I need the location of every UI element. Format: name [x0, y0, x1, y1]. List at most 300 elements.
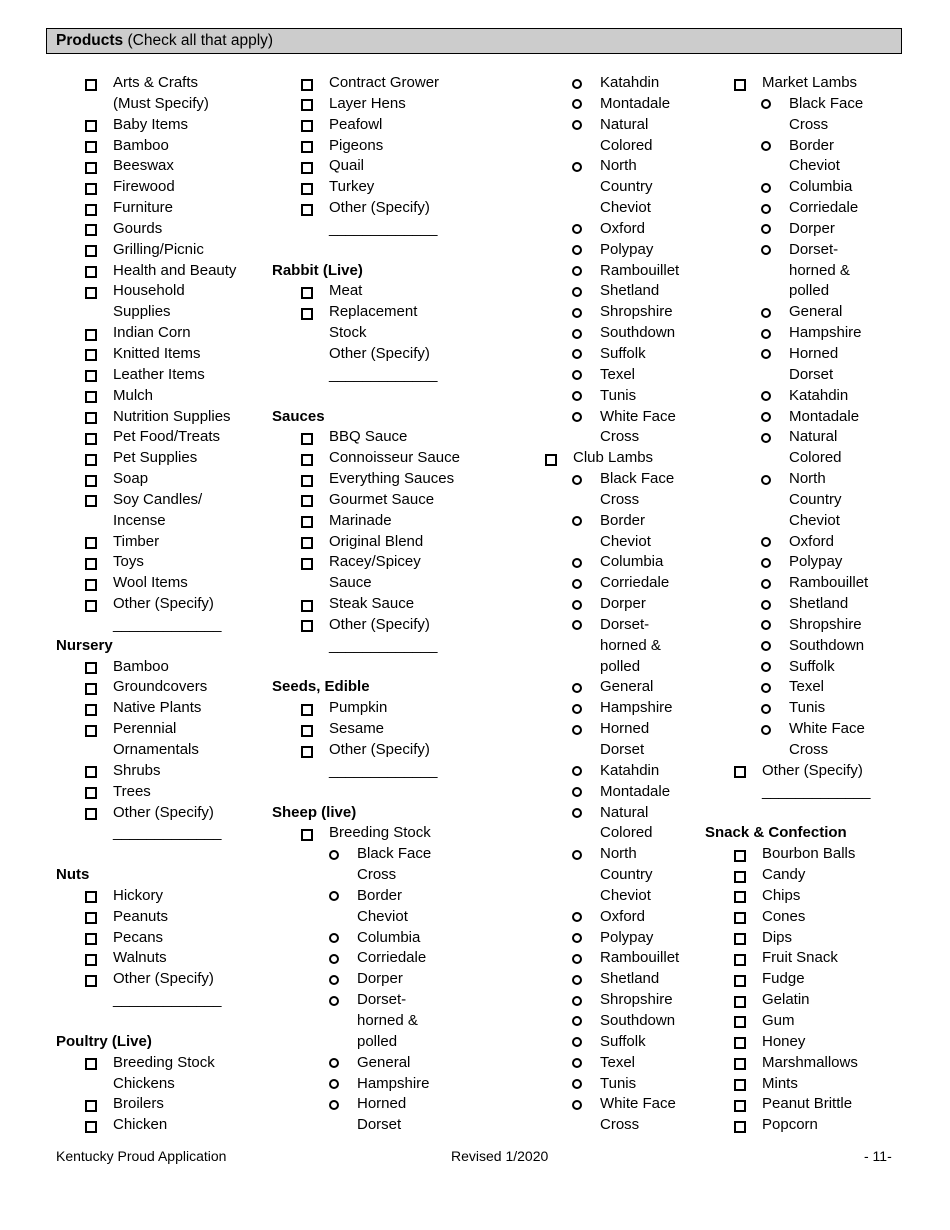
- checkbox-icon[interactable]: [301, 516, 313, 528]
- option-continuation: [705, 448, 847, 469]
- checkbox-option[interactable]: [56, 1053, 215, 1074]
- checkbox-option[interactable]: [56, 1115, 168, 1136]
- option-label: Cross: [357, 866, 397, 884]
- radio-icon[interactable]: [572, 349, 582, 359]
- radio-icon[interactable]: [572, 725, 582, 735]
- radio-icon[interactable]: [761, 537, 771, 547]
- checkbox-option[interactable]: [272, 136, 384, 157]
- option-label: Shrubs: [113, 761, 161, 779]
- radio-icon[interactable]: [761, 662, 771, 672]
- checkbox-icon[interactable]: [85, 412, 97, 424]
- checkbox-option[interactable]: [56, 782, 152, 803]
- checkbox-option[interactable]: [272, 698, 388, 719]
- checkbox-option[interactable]: [272, 302, 418, 323]
- option-label: Border: [600, 511, 646, 529]
- radio-icon[interactable]: [761, 579, 771, 589]
- checkbox-icon[interactable]: [85, 683, 97, 695]
- radio-icon[interactable]: [329, 850, 339, 860]
- checkbox-option[interactable]: [272, 511, 392, 532]
- checkbox-option[interactable]: [56, 657, 169, 678]
- radio-icon[interactable]: [761, 704, 771, 714]
- checkbox-option[interactable]: [56, 552, 152, 573]
- checkbox-option[interactable]: [705, 990, 847, 1011]
- checkbox-option[interactable]: [272, 490, 435, 511]
- radio-icon[interactable]: [572, 766, 582, 776]
- checkbox-option[interactable]: [56, 928, 164, 949]
- radio-icon[interactable]: [761, 641, 771, 651]
- radio-icon[interactable]: [572, 120, 582, 130]
- checkbox-icon[interactable]: [85, 391, 97, 403]
- radio-option[interactable]: [272, 844, 432, 865]
- option-label: Other (Specify): [329, 615, 430, 633]
- checkbox-option[interactable]: [272, 469, 455, 490]
- radio-icon[interactable]: [761, 183, 771, 193]
- checkbox-icon[interactable]: [85, 1058, 97, 1070]
- radio-icon[interactable]: [329, 975, 339, 985]
- checkbox-icon[interactable]: [301, 99, 313, 111]
- checkbox-option[interactable]: [56, 219, 163, 240]
- radio-icon[interactable]: [761, 329, 771, 339]
- checkbox-icon[interactable]: [85, 787, 97, 799]
- radio-option[interactable]: [705, 94, 864, 115]
- checkbox-icon[interactable]: [734, 850, 746, 862]
- checkbox-option[interactable]: [705, 1053, 858, 1074]
- checkbox-option[interactable]: [56, 427, 220, 448]
- option-label: Pumpkin: [329, 699, 388, 717]
- checkbox-option[interactable]: [56, 948, 167, 969]
- checkbox-icon[interactable]: [85, 349, 97, 361]
- radio-icon[interactable]: [572, 308, 582, 318]
- checkbox-icon[interactable]: [301, 829, 313, 841]
- radio-icon[interactable]: [572, 1016, 582, 1026]
- radio-option[interactable]: [705, 469, 847, 490]
- radio-icon[interactable]: [572, 516, 582, 526]
- radio-option[interactable]: [705, 407, 860, 428]
- radio-icon[interactable]: [572, 266, 582, 276]
- checkbox-icon[interactable]: [301, 308, 313, 320]
- checkbox-icon[interactable]: [85, 204, 97, 216]
- option-continuation: [56, 823, 222, 844]
- radio-icon[interactable]: [761, 600, 771, 610]
- checkbox-icon[interactable]: [301, 120, 313, 132]
- checkbox-option[interactable]: [705, 865, 847, 886]
- checkbox-option[interactable]: [272, 448, 460, 469]
- radio-option[interactable]: [705, 427, 847, 448]
- radio-option[interactable]: [272, 990, 407, 1011]
- option-label: Dorper: [357, 970, 403, 988]
- checkbox-option[interactable]: [705, 1094, 853, 1115]
- radio-icon[interactable]: [572, 579, 582, 589]
- checkbox-option[interactable]: [56, 886, 164, 907]
- checkbox-icon[interactable]: [85, 183, 97, 195]
- radio-option[interactable]: [705, 386, 847, 407]
- checkbox-icon[interactable]: [85, 162, 97, 174]
- radio-icon[interactable]: [761, 475, 771, 485]
- checkbox-icon[interactable]: [734, 79, 746, 91]
- checkbox-option[interactable]: [56, 573, 188, 594]
- radio-icon[interactable]: [329, 891, 339, 901]
- radio-option[interactable]: [705, 615, 862, 636]
- checkbox-icon[interactable]: [85, 975, 97, 987]
- option-label: General: [789, 303, 843, 321]
- checkbox-option[interactable]: [272, 281, 370, 302]
- checkbox-option[interactable]: [56, 344, 201, 365]
- radio-icon[interactable]: [761, 99, 771, 109]
- radio-option[interactable]: [705, 594, 847, 615]
- radio-option[interactable]: [272, 948, 427, 969]
- checkbox-option[interactable]: [272, 156, 370, 177]
- checkbox-icon[interactable]: [734, 996, 746, 1008]
- checkbox-option[interactable]: [272, 552, 421, 573]
- radio-icon[interactable]: [572, 933, 582, 943]
- checkbox-option[interactable]: [56, 490, 203, 511]
- checkbox-option[interactable]: [272, 73, 440, 94]
- radio-icon[interactable]: [572, 162, 582, 172]
- radio-icon[interactable]: [572, 1037, 582, 1047]
- radio-icon[interactable]: [572, 704, 582, 714]
- option-label: North: [789, 470, 826, 488]
- checkbox-icon[interactable]: [85, 558, 97, 570]
- checkbox-option[interactable]: [272, 198, 430, 219]
- option-label: Suffolk: [600, 1032, 646, 1050]
- radio-option[interactable]: [705, 552, 847, 573]
- checkbox-option[interactable]: [272, 532, 424, 553]
- checkbox-option[interactable]: [705, 761, 863, 782]
- radio-icon[interactable]: [761, 224, 771, 234]
- radio-icon[interactable]: [572, 245, 582, 255]
- checkbox-option[interactable]: [56, 907, 169, 928]
- checkbox-option[interactable]: [56, 532, 160, 553]
- radio-icon[interactable]: [572, 975, 582, 985]
- checkbox-icon[interactable]: [85, 287, 97, 299]
- checkbox-option[interactable]: [705, 1115, 847, 1136]
- checkbox-icon[interactable]: [301, 287, 313, 299]
- radio-option[interactable]: [705, 636, 865, 657]
- checkbox-icon[interactable]: [85, 141, 97, 153]
- checkbox-icon[interactable]: [734, 1058, 746, 1070]
- checkbox-icon[interactable]: [85, 433, 97, 445]
- checkbox-option[interactable]: [56, 177, 175, 198]
- checkbox-icon[interactable]: [301, 558, 313, 570]
- checkbox-icon[interactable]: [301, 433, 313, 445]
- checkbox-icon[interactable]: [301, 620, 313, 632]
- option-label: Colored: [600, 824, 653, 842]
- checkbox-icon[interactable]: [734, 891, 746, 903]
- radio-option[interactable]: [705, 657, 847, 678]
- checkbox-icon[interactable]: [301, 746, 313, 758]
- option-label: Texel: [789, 678, 825, 696]
- checkbox-icon[interactable]: [734, 975, 746, 987]
- radio-icon[interactable]: [761, 245, 771, 255]
- option-continuation: [705, 115, 847, 136]
- checkbox-option[interactable]: [272, 740, 430, 761]
- checkbox-option[interactable]: [272, 594, 415, 615]
- checkbox-icon[interactable]: [85, 579, 97, 591]
- option-label: Market Lambs: [762, 74, 858, 91]
- option-label: Country: [600, 178, 653, 196]
- radio-icon[interactable]: [761, 620, 771, 630]
- checkbox-icon[interactable]: [301, 704, 313, 716]
- option-label: North: [600, 157, 637, 175]
- radio-icon[interactable]: [572, 99, 582, 109]
- checkbox-option[interactable]: [272, 719, 385, 740]
- checkbox-icon[interactable]: [301, 204, 313, 216]
- option-label: Dips: [762, 928, 793, 946]
- checkbox-icon[interactable]: [85, 954, 97, 966]
- radio-option[interactable]: [272, 886, 403, 907]
- radio-option[interactable]: [705, 240, 847, 261]
- option-label: Rambouillet: [600, 261, 680, 279]
- checkbox-option[interactable]: [705, 1011, 847, 1032]
- checkbox-icon[interactable]: [85, 120, 97, 132]
- radio-icon[interactable]: [761, 683, 771, 693]
- radio-icon[interactable]: [761, 433, 771, 443]
- radio-icon[interactable]: [572, 600, 582, 610]
- option-label: Bamboo: [113, 136, 169, 154]
- checkbox-option[interactable]: [272, 177, 375, 198]
- checkbox-icon[interactable]: [301, 141, 313, 153]
- checkbox-option[interactable]: [56, 386, 152, 407]
- radio-icon[interactable]: [329, 954, 339, 964]
- checkbox-icon[interactable]: [85, 79, 97, 91]
- radio-icon[interactable]: [572, 683, 582, 693]
- checkbox-icon[interactable]: [734, 954, 746, 966]
- checkbox-option[interactable]: [56, 719, 177, 740]
- radio-icon[interactable]: [572, 558, 582, 568]
- radio-option[interactable]: [705, 219, 847, 240]
- radio-option[interactable]: [705, 532, 847, 553]
- checkbox-icon[interactable]: [85, 704, 97, 716]
- option-continuation: [56, 740, 199, 761]
- option-label: Replacement: [329, 303, 418, 321]
- checkbox-icon[interactable]: [85, 245, 97, 257]
- checkbox-icon[interactable]: [734, 912, 746, 924]
- checkbox-option[interactable]: [705, 844, 856, 865]
- checkbox-icon[interactable]: [85, 537, 97, 549]
- radio-icon[interactable]: [572, 391, 582, 401]
- checkbox-option[interactable]: [56, 969, 214, 990]
- radio-icon[interactable]: [572, 475, 582, 485]
- checkbox-option[interactable]: [56, 407, 231, 428]
- radio-icon[interactable]: [329, 933, 339, 943]
- checkbox-option[interactable]: [56, 469, 152, 490]
- option-label: Cheviot: [789, 157, 840, 175]
- option-label: Cones: [762, 907, 806, 925]
- option-label: Gum: [762, 1011, 795, 1029]
- checkbox-option[interactable]: [56, 365, 205, 386]
- radio-icon[interactable]: [572, 1058, 582, 1068]
- checkbox-icon[interactable]: [85, 329, 97, 341]
- radio-icon[interactable]: [329, 996, 339, 1006]
- radio-option[interactable]: [705, 177, 853, 198]
- radio-option[interactable]: [272, 928, 421, 949]
- checkbox-option[interactable]: [56, 761, 161, 782]
- checkbox-icon[interactable]: [301, 454, 313, 466]
- radio-option[interactable]: [705, 136, 847, 157]
- checkbox-option[interactable]: [56, 594, 214, 615]
- radio-icon[interactable]: [761, 308, 771, 318]
- checkbox-icon[interactable]: [85, 808, 97, 820]
- checkbox-icon[interactable]: [85, 1100, 97, 1112]
- radio-icon[interactable]: [761, 204, 771, 214]
- checkbox-icon[interactable]: [85, 454, 97, 466]
- checkbox-icon[interactable]: [545, 454, 557, 466]
- checkbox-icon[interactable]: [301, 600, 313, 612]
- option-label: Polypay: [600, 928, 654, 946]
- checkbox-option[interactable]: [272, 94, 406, 115]
- radio-icon[interactable]: [572, 912, 582, 922]
- checkbox-icon[interactable]: [85, 495, 97, 507]
- checkbox-option[interactable]: [56, 261, 237, 282]
- radio-icon[interactable]: [761, 349, 771, 359]
- checkbox-option[interactable]: [705, 1074, 847, 1095]
- option-label: Black Face: [600, 470, 675, 488]
- checkbox-icon[interactable]: [85, 266, 97, 278]
- option-continuation: [272, 1011, 418, 1032]
- radio-option[interactable]: [272, 1053, 411, 1074]
- radio-icon[interactable]: [572, 808, 582, 818]
- radio-icon[interactable]: [572, 329, 582, 339]
- radio-option[interactable]: [705, 677, 847, 698]
- radio-option[interactable]: [705, 302, 847, 323]
- checkbox-icon[interactable]: [734, 1100, 746, 1112]
- checkbox-icon[interactable]: [301, 475, 313, 487]
- radio-option[interactable]: [705, 573, 869, 594]
- checkbox-icon[interactable]: [85, 475, 97, 487]
- checkbox-option[interactable]: [272, 615, 430, 636]
- checkbox-option[interactable]: [56, 115, 189, 136]
- radio-icon[interactable]: [572, 850, 582, 860]
- checkbox-icon[interactable]: [85, 370, 97, 382]
- radio-icon[interactable]: [761, 141, 771, 151]
- checkbox-option[interactable]: [56, 281, 185, 302]
- checkbox-option[interactable]: [56, 156, 174, 177]
- option-label: Wool Items: [113, 574, 188, 592]
- option-label: Other (Specify): [762, 761, 863, 779]
- radio-icon[interactable]: [761, 412, 771, 422]
- radio-icon[interactable]: [572, 787, 582, 797]
- radio-icon[interactable]: [329, 1058, 339, 1068]
- option-label: Turkey: [329, 178, 375, 196]
- radio-icon[interactable]: [572, 224, 582, 234]
- checkbox-option[interactable]: [705, 73, 858, 94]
- checkbox-option[interactable]: [705, 907, 847, 928]
- checkbox-icon[interactable]: [85, 662, 97, 674]
- option-label: Shropshire: [600, 303, 673, 321]
- radio-icon[interactable]: [761, 558, 771, 568]
- checkbox-icon[interactable]: [734, 933, 746, 945]
- radio-icon[interactable]: [572, 996, 582, 1006]
- checkbox-option[interactable]: [272, 115, 383, 136]
- radio-icon[interactable]: [572, 370, 582, 380]
- checkbox-icon[interactable]: [734, 871, 746, 883]
- radio-option[interactable]: [705, 719, 865, 740]
- option-label: Shetland: [789, 595, 849, 613]
- checkbox-option[interactable]: [56, 803, 214, 824]
- option-label: Shropshire: [789, 615, 862, 633]
- option-label: Texel: [600, 365, 636, 383]
- option-label: horned &: [789, 261, 850, 279]
- checkbox-icon[interactable]: [301, 537, 313, 549]
- option-label: Furniture: [113, 199, 174, 217]
- radio-option[interactable]: [705, 344, 847, 365]
- products-column-2: [272, 73, 460, 1136]
- checkbox-icon[interactable]: [85, 891, 97, 903]
- checkbox-icon[interactable]: [301, 79, 313, 91]
- checkbox-option[interactable]: [705, 886, 847, 907]
- checkbox-icon[interactable]: [734, 1016, 746, 1028]
- checkbox-icon[interactable]: [301, 183, 313, 195]
- radio-icon[interactable]: [572, 1100, 582, 1110]
- checkbox-option[interactable]: [272, 823, 431, 844]
- radio-icon[interactable]: [572, 620, 582, 630]
- checkbox-option[interactable]: [56, 448, 198, 469]
- checkbox-option[interactable]: [56, 136, 169, 157]
- checkbox-icon[interactable]: [301, 725, 313, 737]
- radio-icon[interactable]: [329, 1100, 339, 1110]
- checkbox-option[interactable]: [56, 323, 191, 344]
- option-label: Dorset-: [600, 615, 650, 633]
- checkbox-option[interactable]: [705, 969, 847, 990]
- checkbox-option[interactable]: [56, 198, 174, 219]
- option-label: Polypay: [600, 240, 654, 258]
- checkbox-option[interactable]: [56, 73, 199, 94]
- checkbox-icon[interactable]: [301, 162, 313, 174]
- option-label: Grilling/Picnic: [113, 240, 204, 258]
- checkbox-option[interactable]: [705, 928, 847, 949]
- checkbox-option[interactable]: [56, 698, 202, 719]
- radio-icon[interactable]: [572, 79, 582, 89]
- checkbox-option[interactable]: [56, 1094, 164, 1115]
- checkbox-icon[interactable]: [85, 600, 97, 612]
- checkbox-option[interactable]: [272, 427, 408, 448]
- radio-option[interactable]: [705, 698, 847, 719]
- radio-option[interactable]: [272, 1074, 430, 1095]
- checkbox-icon[interactable]: [301, 495, 313, 507]
- radio-icon[interactable]: [572, 287, 582, 297]
- radio-icon[interactable]: [761, 725, 771, 735]
- option-label: Original Blend: [329, 532, 424, 550]
- radio-icon[interactable]: [572, 412, 582, 422]
- checkbox-icon[interactable]: [85, 912, 97, 924]
- option-label: Fruit Snack: [762, 949, 838, 967]
- checkbox-option[interactable]: [705, 1032, 847, 1053]
- radio-option[interactable]: [705, 323, 862, 344]
- radio-option[interactable]: [272, 1094, 407, 1115]
- checkbox-icon[interactable]: [85, 224, 97, 236]
- checkbox-option[interactable]: [56, 677, 208, 698]
- radio-icon[interactable]: [329, 1079, 339, 1089]
- checkbox-icon[interactable]: [734, 766, 746, 778]
- radio-option[interactable]: [272, 969, 403, 990]
- checkbox-icon[interactable]: [85, 725, 97, 737]
- option-label: Dorset: [600, 741, 645, 758]
- radio-option[interactable]: [705, 198, 859, 219]
- checkbox-option[interactable]: [705, 948, 847, 969]
- radio-icon[interactable]: [572, 1079, 582, 1089]
- radio-icon[interactable]: [761, 391, 771, 401]
- radio-icon[interactable]: [572, 954, 582, 964]
- option-label: Bamboo: [113, 657, 169, 675]
- checkbox-icon[interactable]: [734, 1121, 746, 1133]
- checkbox-icon[interactable]: [734, 1079, 746, 1091]
- checkbox-icon[interactable]: [85, 766, 97, 778]
- checkbox-option[interactable]: [56, 240, 204, 261]
- checkbox-icon[interactable]: [85, 933, 97, 945]
- checkbox-icon[interactable]: [734, 1037, 746, 1049]
- checkbox-icon[interactable]: [85, 1121, 97, 1133]
- option-label: Connoisseur Sauce: [329, 449, 460, 467]
